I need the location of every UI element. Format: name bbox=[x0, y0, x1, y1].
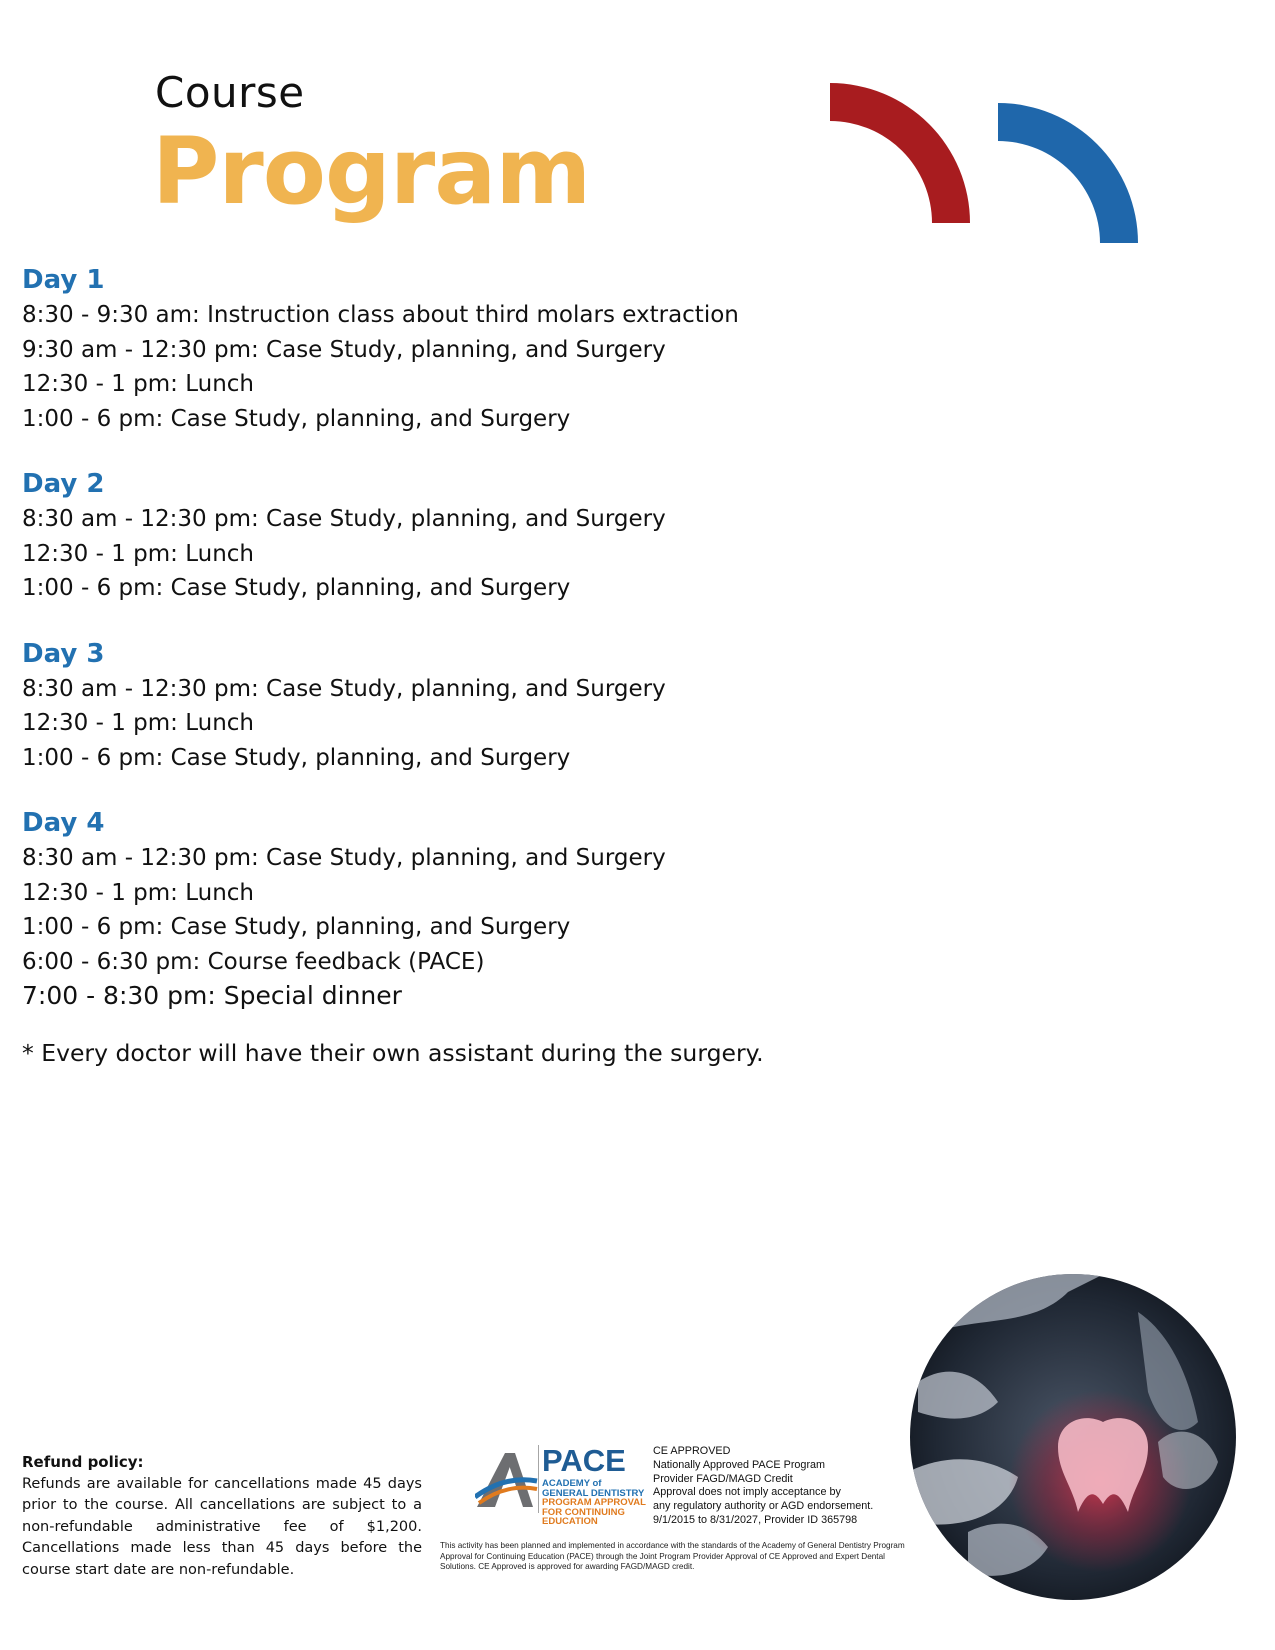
schedule-entry: 12:30 - 1 pm: Lunch bbox=[22, 879, 254, 906]
day-block bbox=[22, 466, 922, 606]
assistant-note: * Every doctor will have their own assistant during the surgery. bbox=[22, 1038, 764, 1067]
schedule-entry: 8:30 am - 12:30 pm: Case Study, planning, and Surgery bbox=[22, 675, 666, 702]
schedule-entry: 1:00 - 6 pm: Case Study, planning, and Surgery bbox=[22, 575, 571, 601]
schedule bbox=[22, 262, 922, 1070]
schedule-entry: 6:00 - 6:30 pm: Course feedback (PACE) bbox=[22, 948, 485, 975]
refund-title: Refund policy: bbox=[22, 1453, 144, 1471]
schedule-entry: 7:00 - 8:30 pm: Special dinner bbox=[22, 981, 402, 1010]
ce-line: 9/1/2015 to 8/31/2027, Provider ID 365798 bbox=[653, 1513, 858, 1526]
pace-a-logo-icon bbox=[475, 1445, 539, 1513]
schedule-entry: 1:00 - 6 pm: Case Study, planning, and Surgery bbox=[22, 744, 571, 771]
refund-policy bbox=[22, 1452, 422, 1581]
schedule-entry: 8:30 am - 12:30 pm: Case Study, planning, and Surgery bbox=[22, 506, 666, 532]
schedule-entry: 1:00 - 6 pm: Case Study, planning, and Surgery bbox=[22, 914, 571, 940]
pace-approval bbox=[440, 1445, 910, 1585]
ce-line: any regulatory authority or AGD endorsement. bbox=[653, 1500, 874, 1513]
pace-footnote: This activity has been planned and implemented in accordance with the standards of the Academy of General Dentistry Program Approval for Continuing Education (PACE) through the Joint Program Provider Approval of CE Approved and Expert Dental Solutions. CE Approved is approved for awarding FAGD/MAGD credit. bbox=[440, 1541, 905, 1571]
day-block bbox=[22, 805, 922, 1014]
ce-line: CE APPROVED bbox=[653, 1445, 731, 1457]
pace-logo-word: PACE bbox=[542, 1443, 626, 1478]
ce-line: Approval does not imply acceptance by bbox=[653, 1486, 841, 1499]
schedule-entry: 8:30 am - 12:30 pm: Case Study, planning, and Surgery bbox=[22, 845, 666, 871]
day-block bbox=[22, 636, 922, 776]
blue-arc bbox=[998, 103, 1138, 243]
schedule-entry: 12:30 - 1 pm: Lunch bbox=[22, 710, 254, 736]
dental-xray-image bbox=[908, 1272, 1238, 1602]
pace-sub-line: EDUCATION bbox=[542, 1516, 598, 1527]
header-course: Course bbox=[155, 68, 305, 117]
refund-text: Refunds are available for cancellations made 45 days prior to the course. All cancellations are subject to a non-refundable administrative fee of $1,200. Cancellations made less than 45 days before the course start date are non-refundable. bbox=[22, 1475, 422, 1578]
day-title: Day 2 bbox=[22, 469, 105, 499]
schedule-entry: 12:30 - 1 pm: Lunch bbox=[22, 540, 254, 567]
pace-sub-line: PROGRAM APPROVAL bbox=[542, 1497, 646, 1508]
schedule-entry: 9:30 am - 12:30 pm: Case Study, planning, and Surgery bbox=[22, 336, 666, 363]
ce-line: Provider FAGD/MAGD Credit bbox=[653, 1472, 793, 1485]
pace-sub-line: FOR CONTINUING bbox=[542, 1506, 625, 1518]
pace-ce-text bbox=[653, 1445, 903, 1528]
ce-line: Nationally Approved PACE Program bbox=[653, 1458, 826, 1471]
red-arc bbox=[830, 83, 970, 223]
schedule-entry: 1:00 - 6 pm: Case Study, planning, and Surgery bbox=[22, 405, 571, 432]
pace-logo-subtitle bbox=[542, 1479, 646, 1527]
schedule-entry: 12:30 - 1 pm: Lunch bbox=[22, 371, 254, 397]
day-title: Day 1 bbox=[22, 265, 105, 295]
day-title: Day 4 bbox=[22, 808, 105, 838]
day-title: Day 3 bbox=[22, 638, 105, 669]
pace-sub-line: GENERAL DENTISTRY bbox=[542, 1487, 645, 1499]
decorative-arcs bbox=[830, 78, 1160, 248]
day-block bbox=[22, 262, 922, 436]
header-program: Program bbox=[152, 118, 591, 225]
schedule-entry: 8:30 - 9:30 am: Instruction class about third molars extraction bbox=[22, 302, 739, 328]
pace-sub-line: ACADEMY of bbox=[542, 1478, 602, 1489]
